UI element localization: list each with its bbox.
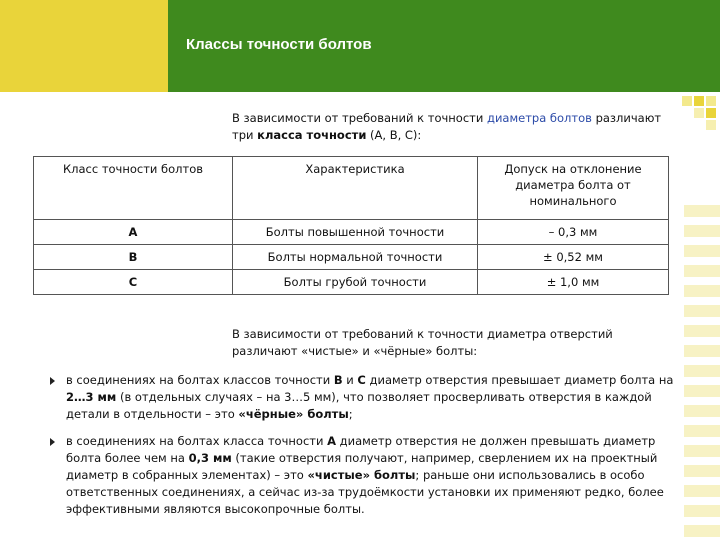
bullet-arrow-icon	[50, 438, 55, 446]
intro-bold: класса точности	[257, 128, 367, 142]
header-cell: Характеристика	[233, 157, 478, 220]
list-item: в соединениях на болтах класса точности А диаметр отверстия не должен превышать диаметр болта более чем на 0,3 мм (такие отверстия получают, например, сверлением их на проектный диаметр в собранных элементах) – это «чистые» болты; раньше они использовались в особо ответственных соединениях, а сейчас из-за трудоёмкости установки их применяют редко, более эффективными являются высокопрочные болты.	[50, 433, 680, 518]
bullet-list	[50, 372, 680, 528]
decor-tile	[706, 120, 716, 130]
header-cell: Допуск на отклонение диаметра болта от номинального	[478, 157, 669, 220]
precision-table	[33, 156, 669, 295]
bullet-arrow-icon	[50, 377, 55, 385]
characteristic-cell: Болты повышенной точности	[233, 220, 478, 245]
characteristic-cell: Болты нормальной точности	[233, 245, 478, 270]
tolerance-cell: ± 1,0 мм	[478, 270, 669, 295]
characteristic-cell: Болты грубой точности	[233, 270, 478, 295]
decor-tile	[694, 96, 704, 106]
decor-tile	[694, 108, 704, 118]
class-cell: В	[34, 245, 233, 270]
decor-tile	[706, 96, 716, 106]
table-row	[34, 220, 669, 245]
tolerance-cell: – 0,3 мм	[478, 220, 669, 245]
intro-text: В зависимости от требований к точности диаметра болтов различают три класса точности (А, В, С):	[232, 111, 662, 142]
table-row	[34, 245, 669, 270]
intro-highlight: диаметра болтов	[487, 111, 592, 125]
table-row	[34, 270, 669, 295]
header-cell: Класс точности болтов	[34, 157, 233, 220]
decor-tile	[682, 96, 692, 106]
page-title: Классы точности болтов	[186, 36, 372, 53]
tolerance-cell: ± 0,52 мм	[478, 245, 669, 270]
list-item: в соединениях на болтах классов точности В и С диаметр отверстия превышает диаметр болта на 2…3 мм (в отдельных случаях – на 3…5 мм), что позволяет просверливать отверстия в каждой детали в отдельности – это «чёрные» болты;	[50, 372, 680, 423]
decor-stripes	[680, 205, 720, 540]
table-header-row	[34, 157, 669, 220]
class-cell: А	[34, 220, 233, 245]
class-cell: С	[34, 270, 233, 295]
holes-intro-text: В зависимости от требований к точности диаметра отверстий различают «чистые» и «чёрные» болты:	[232, 327, 613, 358]
decor-tile	[706, 108, 716, 118]
